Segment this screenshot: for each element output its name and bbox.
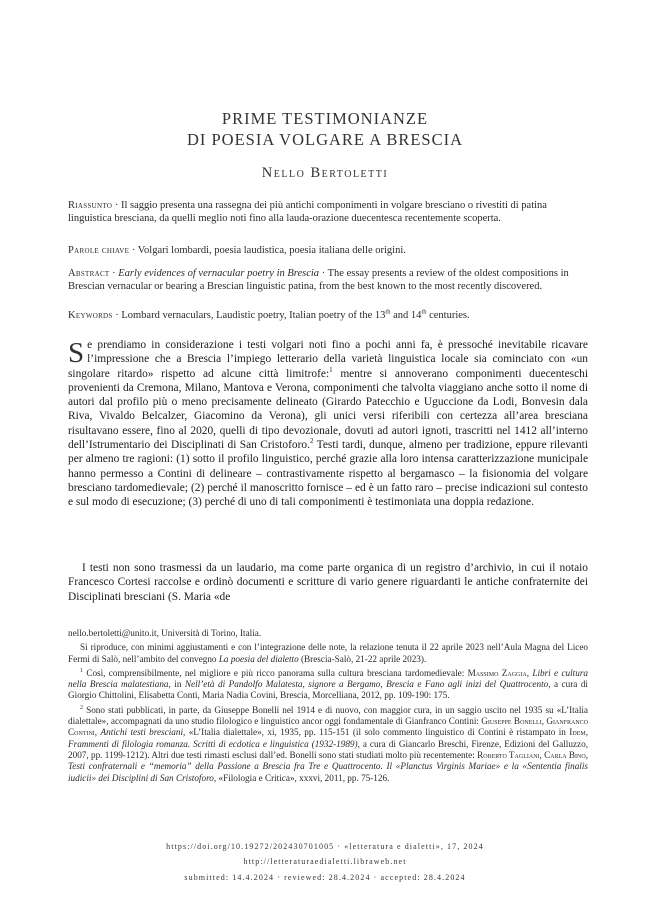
footnote-2-title-2: Frammenti di filologia romanza. Scritti di ecdotica e linguistica (1932-1989) [68, 738, 358, 749]
footnote-1-author: Massimo Zaggia [467, 667, 527, 678]
footnote-1-text-a: Così, comprensibilmente, nel migliore e più ricco panorama sulla cultura bresciana tardomedievale: [83, 667, 468, 678]
parole-chiave-text: · Volgari lombardi, poesia laudistica, poesia italiana delle origini. [129, 245, 406, 256]
intro-note [68, 642, 588, 665]
footnote-1-title-2: Nell’età di Pandolfo Malatesta, signore a Bergamo, Brescia e Fano agli inizi del Quattrocento [184, 679, 549, 690]
abstract-label: Abstract [68, 268, 110, 279]
keywords-label: Keywords [68, 310, 113, 321]
footnote-2-sep-2: , [585, 727, 588, 738]
body-paragraph-1 [68, 338, 588, 510]
footnote-2-authors-1: Giuseppe Bonelli, Gianfranco Contini [68, 716, 589, 738]
footnote-ref-2: 2 [309, 437, 314, 446]
footnote-2 [68, 705, 588, 784]
footnote-1 [68, 668, 588, 702]
body-p1-part-a: e prendiamo in considerazione i testi volgari noti fino a pochi anni fa, è pressoché inevitabile ricavare l’impressione che a Brescia l’impiego letterario della varietà linguistica locale sia cominciato con «un singolare ritardo» rispetto ad alcune città limitrofe: [68, 339, 588, 380]
website-line: http://letteraturaedialetti.libraweb.net [243, 857, 407, 866]
riassunto-label: Riassunto [68, 200, 113, 211]
keywords-block [68, 310, 588, 323]
body-p1-part-b: mentre si annoverano componimenti duecenteschi provenienti da Cremona, Milano, Mantova e Verona, componimenti che talvolta viaggiano anche sotto il nome di autori dal profilo più o meno precisamente delineato (Girardo Patecchio e Uguccione da Lodi, Bonvesin dala Riva, Vivaldo Belcalzer, Giacomino da Verona), gli unici versi riferibili con certezza all’area bresciana risultavano essere, fino al 2020, quelli di tipo devozionale, dovuti ad autori ignoti, trascritti nel 1412 all’interno dell’Istrumentario dei Disciplinati di San Cristoforo. [68, 367, 588, 452]
drop-cap: S [68, 337, 85, 369]
author-name: Nello Bertoletti [261, 165, 389, 181]
riassunto-text: · Il saggio presenta una rassegna dei più antichi componimenti in volgare bresciano o rivestiti di patina linguistica bresciana, da quelli meglio noti fino alla lauda-orazione duecentesca recentemente scoperta. [68, 200, 547, 224]
footnote-2-text-a: Sono stati pubblicati, in parte, da Giuseppe Bonelli nel 1914 e di nuovo, con maggior cura, in un saggio uscito nel 1935 su «L’Italia dialettale», accompagnati da uno studio filologico e linguistico ancor oggi fondamentale di Gianfranco Contini: [68, 704, 588, 727]
footnotes [68, 628, 588, 784]
intro-note-text-a: Si riproduce, con minimi aggiustamenti e con l’integrazione delle note, la relazione tenuta il 22 aprile 2023 nell’Aula Magna del Liceo Fermi di Salò, nell’ambito del convegno [68, 642, 588, 664]
riassunto-block [68, 200, 588, 225]
abstract-separator: · [109, 268, 119, 279]
keywords-sup-1: th [385, 308, 391, 316]
body-paragraph-2: I testi non sono trasmessi da un laudario, ma come parte organica di un registro d’archivio, in cui il notaio Francesco Cortesi raccolse e ordinò documenti e scritture di vario genere riguardanti le antiche confraternite dei Disciplinati bresciani (S. Maria «de [68, 562, 588, 603]
submission-dates: submitted: 14.4.2024 · reviewed: 28.4.2024 · accepted: 28.4.2024 [184, 873, 466, 882]
keywords-end: centuries. [426, 310, 470, 321]
footnote-1-title-1: Libri e cultura nella Brescia malatestiana [68, 667, 588, 690]
parole-chiave-block [68, 245, 588, 258]
article-title-line-2: DI POESIA VOLGARE A BRESCIA [186, 130, 464, 149]
footnote-1-text-c: , in [168, 679, 185, 690]
footnote-2-sep-3: , [585, 749, 588, 760]
doi-line: https://doi.org/10.19272/202430701005 · «letteratura e dialetti», 17, 2024 [166, 842, 484, 851]
footnote-2-idem: Idem [569, 727, 586, 738]
footnote-2-title-1: Antichi testi bresciani [100, 727, 184, 738]
abstract-text: · The essay presents a review of the oldest compositions in Brescian vernacular or bearing a Brescian linguistic patina, from the best known to the most recently discovered. [68, 268, 569, 292]
keywords-mid: and 14 [390, 310, 422, 321]
abstract-title: Early evidences of vernacular poetry in Brescia [118, 268, 320, 279]
footnote-2-text-e: , a cura di Giancarlo Breschi, Firenze, Edizioni del Galluzzo, 2007, pp. 1199-1212). Altri due testi rimasti esclusi dall’ed. Bonelli sono stati studiati molto più recentemente: [68, 738, 588, 760]
footnote-1-number: 1 [80, 667, 83, 674]
footnote-2-sep-1: , [94, 727, 101, 738]
footnote-2-text-c: , «L’Italia dialettale», xi, 1935, pp. 115-151 (il solo commento linguistico di Contini è ristampato in [183, 727, 570, 738]
footnote-ref-1: 1 [329, 365, 333, 374]
footnote-2-title-3: Testi confraternali e “memoria” della Passione a Brescia fra Tre e Quattrocento. Il «Planctus Virginis Mariae» e la «Sententia finalis iudicii» dei Disciplini di San Cristoforo [68, 761, 588, 783]
keywords-text: · Lombard vernaculars, Laudistic poetry, Italian poetry of the 13 [112, 310, 386, 321]
keywords-sup-2: th [421, 308, 427, 316]
intro-note-italic: La poesia del dialetto [218, 653, 299, 664]
parole-chiave-label: Parole chiave [68, 245, 130, 256]
body-p1-part-c: Testi tardi, dunque, almeno per tradizione, eppure rilevanti per almeno tre ragioni: (1) sotto il profilo linguistico, perché grazie alla loro intensa caratterizzazione municipale hanno permesso a Contini di delineare – contrastivamente rispetto al bergamasco – la fisionomia del volgare bresciano tardomedievale; (2) perché il manoscritto fornisce – ed è un fatto raro – precise indicazioni sul contesto e sul modo di esecuzione; (3) perché di uno di tali componimenti è testimoniata una doppia redazione. [68, 439, 588, 509]
footnote-2-number: 2 [80, 704, 83, 711]
intro-note-text-b: (Brescia-Salò, 21-22 aprile 2023). [298, 653, 427, 664]
abstract-block [68, 268, 588, 293]
article-title-line-1: PRIME TESTIMONIANZE [221, 109, 429, 128]
footnote-2-text-g: , «Filologia e Critica», xxxvi, 2011, pp. 75-126. [213, 772, 390, 783]
footnote-1-text-d: , a cura di Giorgio Chittolini, Elisabetta Conti, Maria Nadia Covini, Brescia, Morcelliana, 2012, pp. 109-190: 175. [68, 679, 588, 701]
footnote-2-authors-2: Roberto Tagliani, Carla Bino [477, 749, 586, 760]
affiliation-note: nello.bertoletti@unito.it, Università di Torino, Italia. [68, 628, 262, 638]
footnote-1-sep: , [526, 667, 533, 678]
